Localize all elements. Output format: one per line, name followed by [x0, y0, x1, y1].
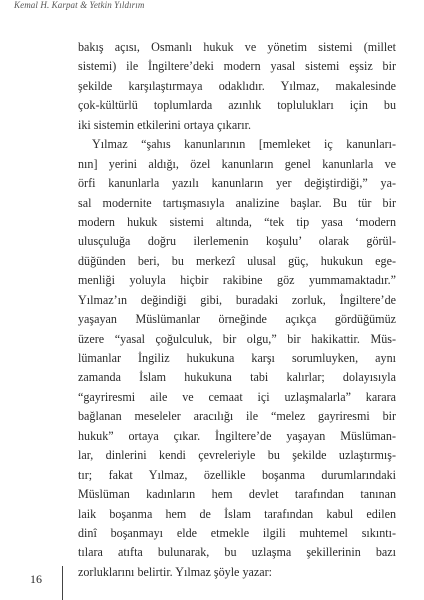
text-line: sal modernite tartışmasıyla analizine başlar. Bu tür bir	[78, 195, 396, 210]
text-line: Yılmaz “şahıs kanunlarının [memleket iç kanunları-	[92, 137, 396, 152]
text-line: lümanlar İngiliz hukukuna karşı sorumluyken, aynı	[78, 351, 396, 365]
text-line: tır; fakat Yılmaz, özellikle boşanma durumlarındaki	[78, 467, 396, 482]
text-line: bağlanan meseleler aracılığı ile “melez gayriresmi bir	[78, 409, 396, 424]
text-line: “gayriresmi aile ve cemaat içi uzlaşmalarla” karara	[78, 389, 396, 404]
text-line: tılara atıfta bulunarak, bu uzlaşma şekillerinin bazı	[78, 545, 396, 560]
text-line: yaşayan Müslümanlar örneğinde açıkça gördüğümüz	[78, 312, 396, 327]
running-header: Kemal H. Karpat & Yetkin Yıldırım	[14, 0, 145, 10]
text-line: sistemi) ile İngiltere’deki modern yasal sistemi eşsiz bir	[78, 59, 396, 74]
text-line: hukuk” ortaya çıkar. İngiltere’de yaşayan Müslüman-	[78, 428, 396, 443]
text-line: zorluklarını belirtir. Yılmaz şöyle yazar:	[78, 564, 272, 579]
text-line: çok-kültürlü toplumlarda azınlık toplulukları için bu	[78, 98, 396, 113]
text-line: üzere “yasal çoğulculuk, bir olgu,” bir hakikattir. Müs-	[78, 331, 396, 346]
text-line: zamanda İslam hukukuna tabi kalırlar; dolayısıyla	[78, 370, 396, 385]
folio-divider	[62, 566, 63, 600]
text-line: iki sistemin etkilerini ortaya çıkarır.	[78, 117, 251, 132]
text-line: düğünden beri, bu merkezî ulusal güç, hukukun ege-	[78, 253, 396, 268]
text-line: laik boşanma hem de İslam tarafından kabul edilen	[78, 506, 396, 521]
text-line: menliği yoluyla hiçbir rakibine göz yummamaktadır.”	[78, 273, 396, 288]
text-line: örfi kanunlarla yazılı kanunların yer değiştirdiği,” ya-	[78, 176, 396, 191]
text-line: lar, dinlerini kendi çevreleriyle bu şekilde uzlaştırmış-	[78, 448, 396, 463]
text-line: Müslüman kadınların hem devlet tarafından tanınan	[78, 487, 396, 502]
text-line: dinî boşanmayı elde etmekle ilgili muhtemel sıkıntı-	[78, 525, 396, 540]
text-line: nın] yerini aldığı, özel kanunların genel kanunlarla ve	[78, 156, 396, 171]
body-text	[78, 38, 396, 582]
text-line: ulusçuluğa doğru ilerlemenin koşulu’ olarak görül-	[78, 234, 396, 249]
text-line: Yılmaz’ın değindiği gibi, buradaki zorluk, İngiltere’de	[78, 292, 396, 307]
text-line: bakış açısı, Osmanlı hukuk ve yönetim sistemi (millet	[78, 40, 396, 54]
page-number: 16	[30, 572, 42, 586]
text-line: modern hukuk sistemi altında, “tek tip yasa ‘modern	[78, 214, 396, 229]
text-line: şekilde karşılaştırmaya odaklıdır. Yılmaz, makalesinde	[78, 78, 396, 93]
